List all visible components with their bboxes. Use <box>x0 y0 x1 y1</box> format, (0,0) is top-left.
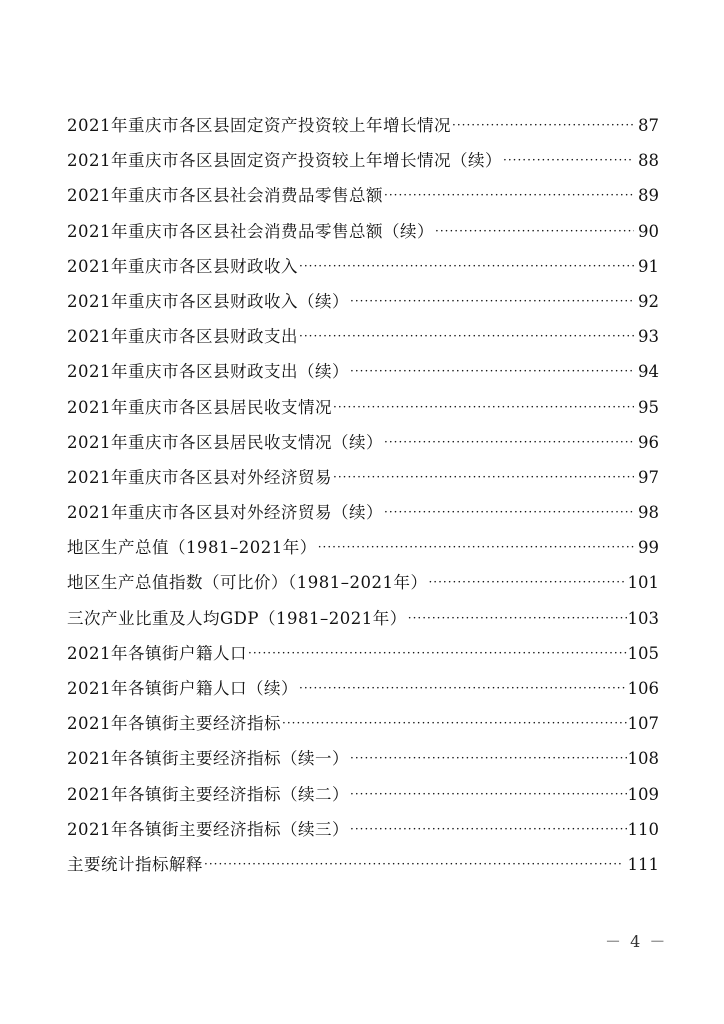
toc-entry-page: 109 <box>627 784 659 804</box>
toc-entry-page: 111 <box>627 854 659 874</box>
toc-entry[interactable] <box>67 706 659 741</box>
toc-entry-page: 93 <box>638 327 659 347</box>
table-of-contents <box>67 108 659 882</box>
toc-entry-title: 主要统计指标解释 <box>67 854 203 874</box>
toc-entry-title: 2021年重庆市各区县固定资产投资较上年增长情况（续） <box>67 151 502 171</box>
toc-entry-page: 97 <box>638 467 659 487</box>
toc-entry-title: 2021年重庆市各区县财政支出（续） <box>67 362 349 382</box>
toc-entry-page: 99 <box>638 538 659 558</box>
toc-leader-dots <box>350 741 627 776</box>
toc-entry[interactable] <box>67 565 659 600</box>
toc-leader-dots <box>350 354 634 389</box>
toc-leader-dots <box>299 671 627 706</box>
toc-leader-dots <box>350 284 634 319</box>
toc-entry[interactable] <box>67 671 659 706</box>
toc-leader-dots <box>428 565 626 600</box>
toc-entry-title: 2021年各镇街主要经济指标 <box>67 714 281 734</box>
toc-entry-title: 2021年各镇街主要经济指标（续一） <box>67 749 349 769</box>
toc-entry[interactable] <box>67 460 659 495</box>
toc-leader-dots <box>435 214 634 249</box>
toc-entry-page: 107 <box>627 714 659 734</box>
toc-entry[interactable] <box>67 495 659 530</box>
toc-entry[interactable] <box>67 214 659 249</box>
toc-entry-title: 2021年重庆市各区县对外经济贸易 <box>67 467 332 487</box>
toc-leader-dots <box>299 319 634 354</box>
toc-entry-page: 90 <box>638 221 659 241</box>
toc-entry-title: 地区生产总值（1981–2021年） <box>67 538 317 558</box>
toc-entry-page: 89 <box>638 186 659 206</box>
toc-entry-title: 2021年各镇街主要经济指标（续二） <box>67 784 349 804</box>
page-number: － 4 － <box>605 932 668 951</box>
toc-entry-page: 110 <box>627 819 659 839</box>
toc-entry-page: 108 <box>627 749 659 769</box>
toc-entry-page: 87 <box>638 116 659 135</box>
toc-entry-title: 2021年各镇街户籍人口（续） <box>67 679 298 698</box>
toc-entry-page: 88 <box>638 151 659 171</box>
toc-entry[interactable] <box>67 741 659 776</box>
toc-entry-title: 三次产业比重及人均GDP（1981–2021年） <box>67 608 407 628</box>
toc-leader-dots <box>299 249 634 284</box>
toc-leader-dots <box>384 495 634 530</box>
toc-entry-title: 2021年重庆市各区县财政收入 <box>67 256 298 276</box>
toc-entry-title: 2021年各镇街户籍人口 <box>67 643 247 663</box>
toc-entry-page: 101 <box>627 573 659 593</box>
toc-entry[interactable] <box>67 601 659 636</box>
toc-entry-title: 2021年重庆市各区县社会消费品零售总额（续） <box>67 221 434 241</box>
toc-entry[interactable] <box>67 354 659 389</box>
toc-leader-dots <box>384 425 634 460</box>
toc-entry-page: 95 <box>638 397 659 417</box>
toc-entry-title: 2021年重庆市各区县固定资产投资较上年增长情况 <box>67 116 451 135</box>
toc-leader-dots <box>503 143 634 178</box>
toc-entry-title: 2021年重庆市各区县居民收支情况（续） <box>67 432 383 452</box>
toc-entry-page: 98 <box>638 503 659 523</box>
toc-entry[interactable] <box>67 249 659 284</box>
toc-leader-dots <box>384 178 634 213</box>
toc-leader-dots <box>333 460 634 495</box>
toc-leader-dots <box>248 636 627 671</box>
toc-entry-title: 2021年重庆市各区县财政支出 <box>67 327 298 347</box>
toc-leader-dots <box>282 706 627 741</box>
toc-leader-dots <box>204 847 621 882</box>
toc-leader-dots <box>318 530 634 565</box>
toc-entry-page: 91 <box>638 256 659 276</box>
toc-entry[interactable] <box>67 425 659 460</box>
toc-entry[interactable] <box>67 812 659 847</box>
toc-entry-title: 2021年各镇街主要经济指标（续三） <box>67 819 349 839</box>
toc-entry-title: 2021年重庆市各区县社会消费品零售总额 <box>67 186 383 206</box>
toc-entry[interactable] <box>67 530 659 565</box>
toc-entry[interactable] <box>67 847 659 882</box>
toc-entry-title: 地区生产总值指数（可比价）（1981–2021年） <box>67 573 428 593</box>
toc-leader-dots <box>350 812 627 847</box>
toc-entry[interactable] <box>67 636 659 671</box>
toc-entry[interactable] <box>67 284 659 319</box>
toc-leader-dots <box>333 390 634 425</box>
toc-entry[interactable] <box>67 777 659 812</box>
toc-leader-dots <box>408 601 627 636</box>
toc-entry-page: 92 <box>638 291 659 311</box>
toc-entry[interactable] <box>67 390 659 425</box>
toc-leader-dots <box>350 777 627 812</box>
toc-entry[interactable] <box>67 178 659 213</box>
toc-entry-title: 2021年重庆市各区县对外经济贸易（续） <box>67 503 383 523</box>
toc-entry-title: 2021年重庆市各区县居民收支情况 <box>67 397 332 417</box>
toc-entry-title: 2021年重庆市各区县财政收入（续） <box>67 291 349 311</box>
toc-entry[interactable] <box>67 143 659 178</box>
toc-leader-dots <box>452 108 634 143</box>
toc-entry-page: 103 <box>627 608 659 628</box>
toc-entry-page: 96 <box>638 432 659 452</box>
toc-entry[interactable] <box>67 108 659 143</box>
toc-entry-page: 94 <box>638 362 659 382</box>
toc-entry-page: 105 <box>627 643 659 663</box>
toc-entry[interactable] <box>67 319 659 354</box>
toc-entry-page: 106 <box>627 679 659 698</box>
